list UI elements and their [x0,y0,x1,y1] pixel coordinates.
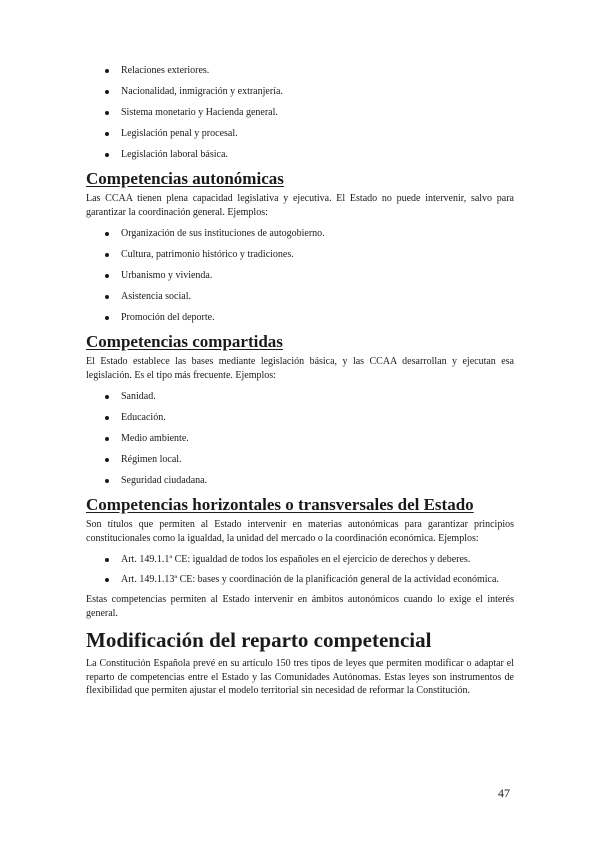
bullet-icon [105,437,109,441]
top-bullet-list [86,64,514,161]
bullet-icon [105,395,109,399]
list-item: Sistema monetario y Hacienda general. [86,106,514,119]
bullet-icon [105,416,109,420]
page-number: 47 [498,786,510,800]
section-intro-horizontales: Son títulos que permiten al Estado intervenir en materias autonómicas para garantizar principios constitucionales como la igualdad, la unidad del mercado o la coordinación económica. Ejemplos: [86,519,514,544]
bullet-icon [105,479,109,483]
list-item: Art. 149.1.1ª CE: igualdad de todos los españoles en el ejercicio de derechos y deberes. [86,553,514,566]
list-item: Relaciones exteriores. [86,64,514,77]
section-intro-autonomicas: Las CCAA tienen plena capacidad legislativa y ejecutiva. El Estado no puede intervenir, salvo para garantizar la coordinación general. Ejemplos: [86,193,514,218]
list-item: Asistencia social. [86,290,514,303]
list-item: Educación. [86,411,514,424]
list-item: Medio ambiente. [86,432,514,445]
bullet-icon [105,578,109,582]
list-item: Promoción del deporte. [86,311,514,324]
bullet-icon [105,558,109,562]
bullet-icon [105,295,109,299]
section-heading-modificacion: Modificación del reparto competencial [86,628,432,652]
section-closing-horizontales: Estas competencias permiten al Estado intervenir en ámbitos autonómicos cuando lo exige el interés general. [86,594,514,619]
bullet-icon [105,274,109,278]
list-item: Legislación laboral básica. [86,148,514,161]
bullet-icon [105,111,109,115]
list-item: Legislación penal y procesal. [86,127,514,140]
bullet-icon [105,153,109,157]
section-heading-horizontales: Competencias horizontales o transversales del Estado [86,495,474,514]
compartidas-bullet-list [86,390,514,487]
horizontales-bullet-list [86,553,514,586]
section-heading-compartidas: Competencias compartidas [86,332,283,351]
list-item: Seguridad ciudadana. [86,474,514,487]
section-intro-compartidas: El Estado establece las bases mediante legislación básica, y las CCAA desarrollan y ejecutan esa legislación. Es el tipo más frecuente. Ejemplos: [86,356,514,381]
bullet-icon [105,232,109,236]
list-item: Cultura, patrimonio histórico y tradiciones. [86,248,514,261]
section-text-modificacion: La Constitución Española prevé en su artículo 150 tres tipos de leyes que permiten modificar o adaptar el reparto de competencias entre el Estado y las Comunidades Autónomas. Estas leyes son instrumentos de flexibilidad que permiten ajustar el modelo territorial sin necesidad de reformar la Constitución. [86,658,514,696]
bullet-icon [105,316,109,320]
list-item: Urbanismo y vivienda. [86,269,514,282]
bullet-icon [105,132,109,136]
bullet-icon [105,69,109,73]
bullet-icon [105,253,109,257]
autonomicas-bullet-list [86,227,514,324]
list-item: Régimen local. [86,453,514,466]
bullet-icon [105,458,109,462]
bullet-icon [105,90,109,94]
list-item: Organización de sus instituciones de autogobierno. [86,227,514,240]
section-heading-autonomicas: Competencias autonómicas [86,169,284,188]
list-item: Sanidad. [86,390,514,403]
document-page [86,64,514,706]
list-item: Art. 149.1.13ª CE: bases y coordinación de la planificación general de la actividad económica. [86,573,514,586]
list-item: Nacionalidad, inmigración y extranjería. [86,85,514,98]
